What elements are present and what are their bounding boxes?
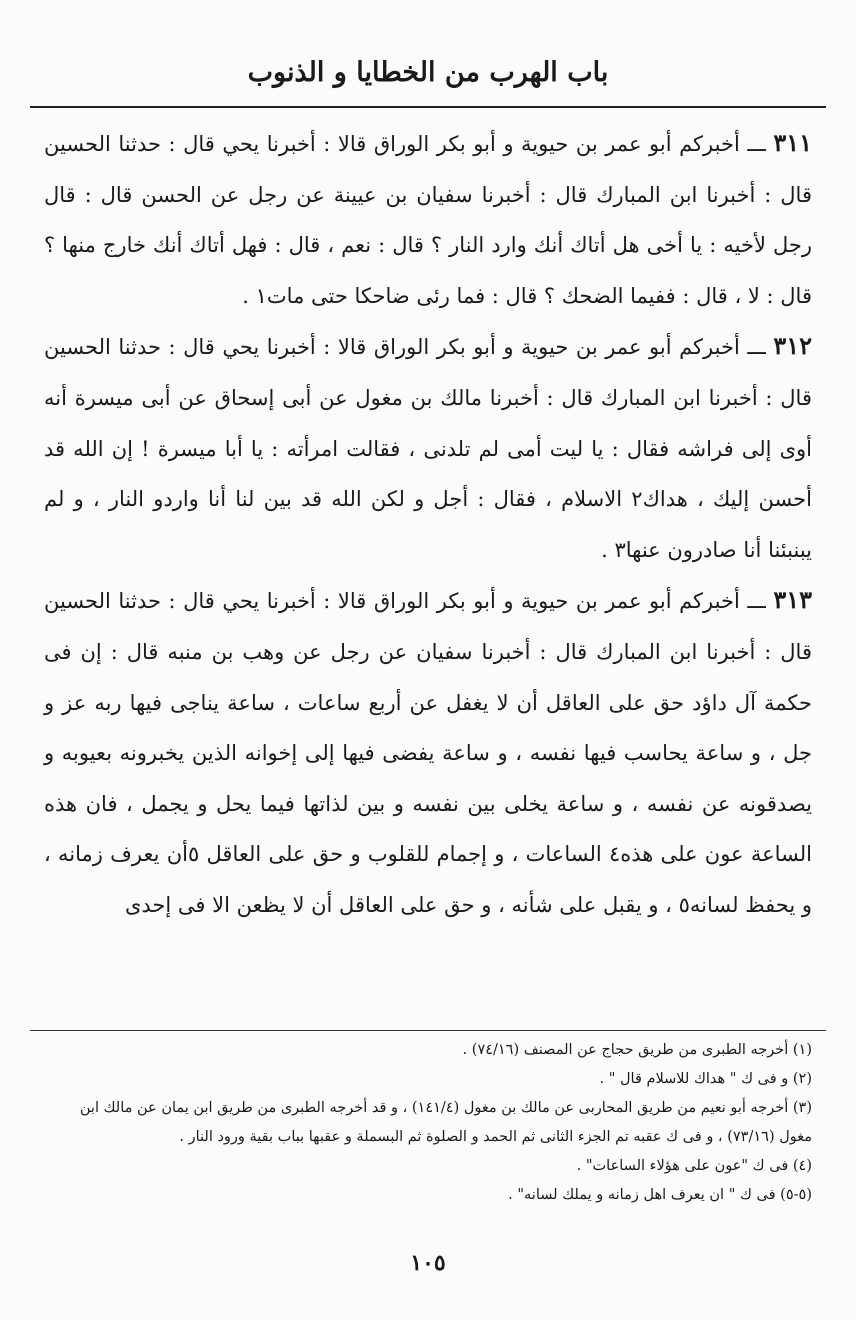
hadith-number: ٣١٣ [773, 585, 812, 615]
page-number: ١٠٥ [410, 1250, 446, 1276]
hadith-text: ـــ أخبركم أبو عمر بن حيوية و أبو بكر الوراق قالا : أخبرنا يحي قال : حدثنا الحسين قال : أخبرنا ابن المبارك قال : أخبرنا سفيان عن رجل عن وهب بن منبه قال : إن فى حكمة آل داؤد حق على العاقل أن لا يغفل عن أربع ساعات ، ساعة يناجى فيها ربه عز و جل ، و ساعة يحاسب فيها نفسه ، و ساعة يفضى فيها إلى إخوانه الذين يخبرونه بعيوبه و يصدقونه عن نفسه ، و ساعة يخلى بين نفسه و بين لذاتها فيما يحل و يجمل ، فان هذه الساعة عون على هذه٤ الساعات ، و إجمام للقلوب و حق على العاقل ٥أن يعرف زمانه ، و يحفظ لسانه٥ ، و يقبل على شأنه ، و حق على العاقل أن لا يظعن الا فى إحدى [44, 589, 812, 917]
hadith-text: ـــ أخبركم أبو عمر بن حيوية و أبو بكر الوراق قالا : أخبرنا يحي قال : حدثنا الحسين قال : أخبرنا ابن المبارك قال : أخبرنا سفيان بن عيينة عن رجل عن الحسن قال : قال رجل لأخيه : يا أخى هل أتاك أنك وارد النار ؟ قال : نعم ، قال : فهل أتاك أنك خارج منها ؟ قال : لا ، قال : ففيما الضحك ؟ قال : فما رئى ضاحكا حتى مات١ . [44, 132, 812, 308]
header-divider [30, 106, 826, 108]
hadith-text: ـــ أخبركم أبو عمر بن حيوية و أبو بكر الوراق قالا : أخبرنا يحي قال : حدثنا الحسين قال : أخبرنا ابن المبارك قال : أخبرنا مالك بن مغول عن أبى إسحاق عن أبى ميسرة أنه أوى إلى فراشه فقال : يا ليت أمى لم تلدنى ، فقالت امرأته : يا أبا ميسرة ! إن الله قد أحسن إليك ، هداك٢ الاسلام ، فقال : أجل و لكن الله قد بين لنا أنا واردو النار ، و لم يبنبئنا أنا صادرون عنها٣ . [44, 335, 812, 562]
hadith-313 [44, 575, 812, 930]
main-text [44, 118, 812, 931]
footnote-5: (٥-٥) فى ك " ان يعرف اهل زمانه و يملك لسانه" . [508, 1187, 812, 1203]
footnotes [44, 1036, 812, 1210]
hadith-312 [44, 321, 812, 575]
footnote-3: (٣) أخرجه أبو نعيم من طريق المحاربى عن مالك بن مغول (١٤١/٤) ، و قد أخرجه الطبرى من طريق ابن يمان عن مالك ابن مغول (٧٣/١٦) ، و فى ك عقبه تم الجزء الثانى ثم الحمد و الصلوة ثم البسملة و عقبها بباب بقية ورود النار . [79, 1100, 812, 1145]
footnote-4: (٤) فى ك "عون على هؤلاء الساعات" . [576, 1158, 812, 1174]
hadith-number: ٣١٢ [773, 331, 812, 361]
footnote-2: (٢) و فى ك " هداك للاسلام قال " . [599, 1071, 812, 1087]
hadith-number: ٣١١ [773, 128, 812, 157]
footnote-1: (١) أخرجه الطبرى من طريق حجاج عن المصنف (٧٤/١٦) . [462, 1042, 812, 1058]
chapter-title: باب الهرب من الخطايا و الذنوب [247, 57, 609, 88]
hadith-311 [44, 118, 812, 321]
footnote-divider [30, 1030, 826, 1031]
